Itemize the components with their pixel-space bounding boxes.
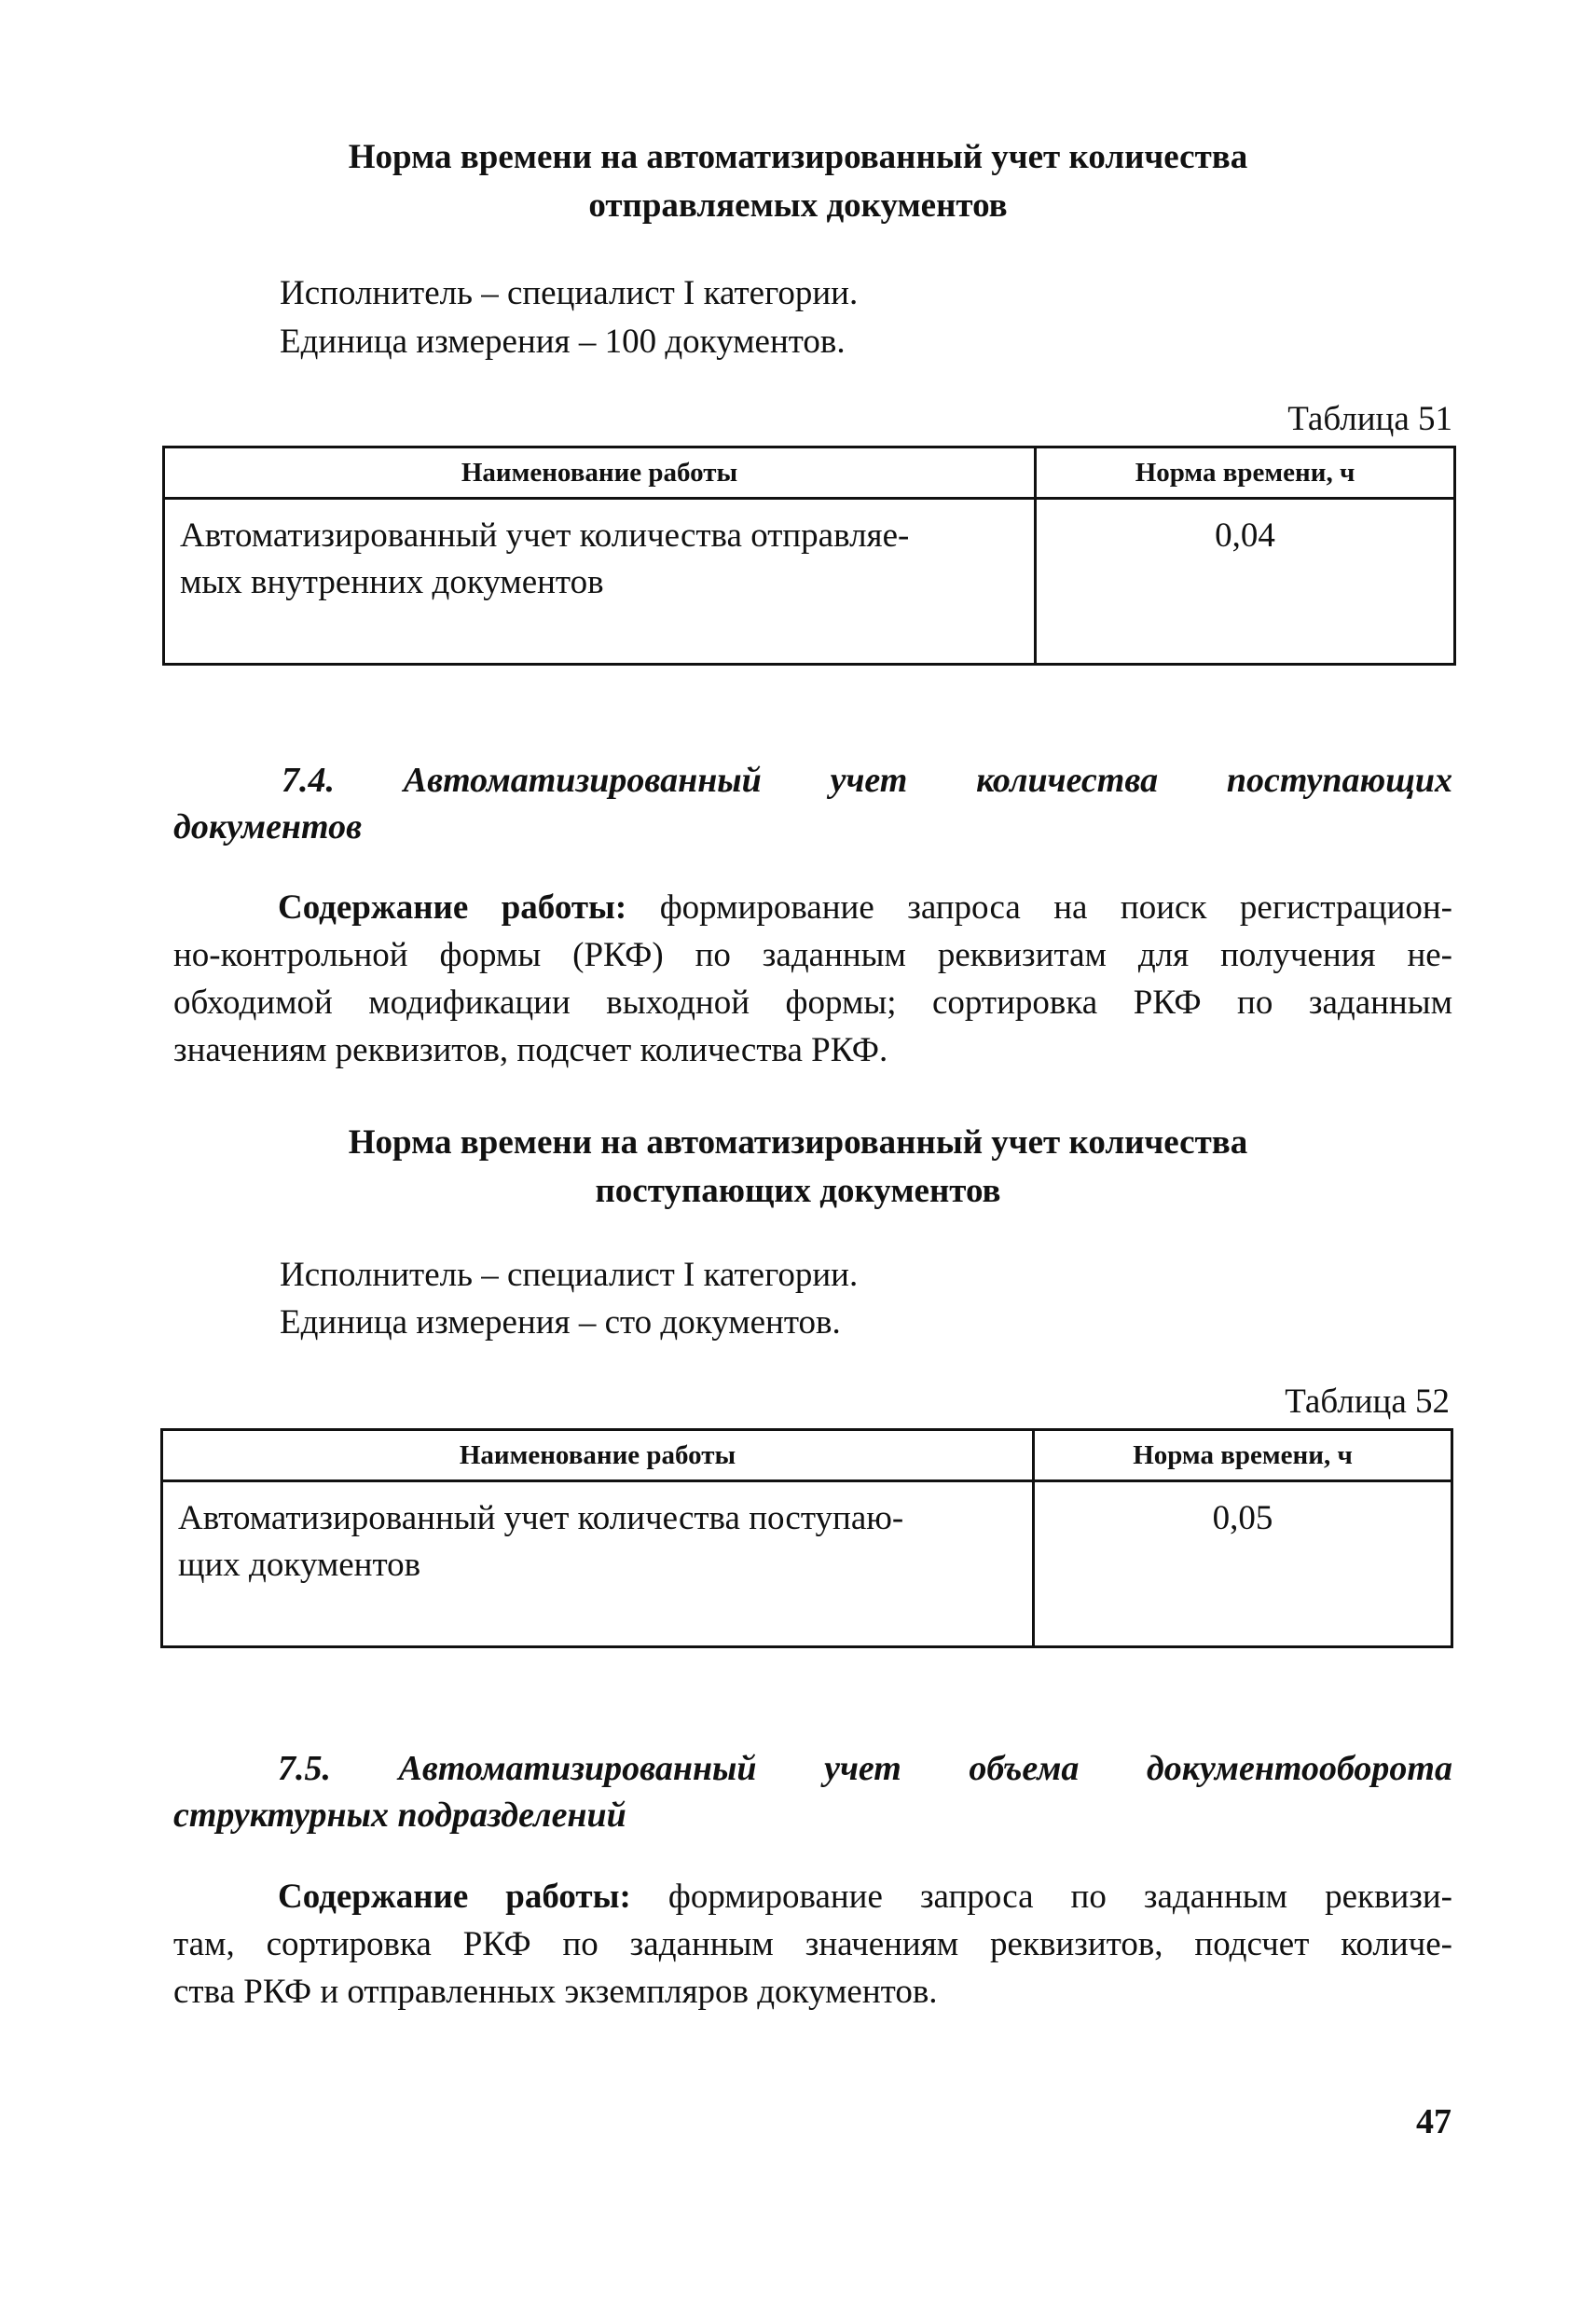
content-label: Содержание работы:: [278, 1878, 631, 1916]
section-7-5-title-line2: структурных подразделений: [173, 1796, 626, 1835]
section-7-4-title-line1: 7.4. Автоматизированный учет количества поступающих: [282, 761, 1452, 800]
norm-heading-1: [0, 133, 1596, 230]
table-row: [164, 499, 1455, 665]
section-7-4-content-line3: обходимой модификации выходной формы; сортировка РКФ по заданным: [173, 984, 1452, 1022]
content-label: Содержание работы:: [278, 888, 627, 927]
table-52-work-name-line2: щих документов: [178, 1546, 421, 1584]
section-7-5-title-line1: 7.5. Автоматизированный учет объема документооборота: [278, 1749, 1452, 1788]
table-51-norm-value: 0,04: [1036, 499, 1455, 665]
table-52-caption: Таблица 52: [1285, 1383, 1450, 1421]
page-number: 47: [1416, 2102, 1452, 2141]
content-text-1: формирование запроса по заданным реквизи-: [667, 1878, 1453, 1916]
table-52-header-row: [162, 1430, 1452, 1481]
table-52-col-norm: Норма времени, ч: [1034, 1430, 1452, 1481]
norm-heading-2-line1: Норма времени на автоматизированный учет количества: [348, 1123, 1248, 1162]
section-7-4-content-line1: [173, 884, 1452, 931]
table-row: [162, 1481, 1452, 1647]
section-7-4-content-line2: но-контрольной формы (РКФ) по заданным реквизитам для получения не-: [173, 936, 1452, 974]
section-7-4-content: [173, 884, 1452, 1074]
section-7-5-content-line2: там, сортировка РКФ по заданным значениям реквизитов, подсчет количе-: [173, 1925, 1452, 1963]
section-7-4-title: [173, 757, 1452, 850]
table-52-work-name: [162, 1481, 1034, 1647]
table-52-work-name-line1: Автоматизированный учет количества поступаю-: [178, 1499, 904, 1537]
table-51: [162, 446, 1456, 666]
norm-heading-1-line2: отправляемых документов: [588, 186, 1008, 225]
table-51-work-name-line1: Автоматизированный учет количества отправляе-: [180, 516, 910, 555]
table-52-norm-value: 0,05: [1034, 1481, 1452, 1647]
section-7-4-title-line2: документов: [173, 807, 363, 846]
executor-2: Исполнитель – специалист I категории.: [280, 1256, 859, 1294]
unit-2: Единица измерения – сто документов.: [280, 1303, 841, 1342]
section-7-5-title: [173, 1745, 1452, 1838]
table-52: [160, 1428, 1453, 1648]
table-51-work-name-line2: мых внутренних документов: [180, 563, 604, 601]
norm-heading-1-line1: Норма времени на автоматизированный учет количества: [348, 138, 1248, 176]
section-7-5-content: [173, 1873, 1452, 2016]
table-51-col-name: Наименование работы: [164, 447, 1036, 499]
norm-heading-2-line2: поступающих документов: [595, 1172, 1001, 1210]
section-7-5-content-line1: [173, 1873, 1452, 1920]
table-51-work-name: [164, 499, 1036, 665]
content-text-1: формирование запроса на поиск регистрацион-: [659, 888, 1452, 927]
norm-heading-2: [0, 1119, 1596, 1216]
table-52-col-name: Наименование работы: [162, 1430, 1034, 1481]
section-7-4-content-line4: значениям реквизитов, подсчет количества РКФ.: [173, 1031, 888, 1069]
unit-1: Единица измерения – 100 документов.: [280, 323, 846, 361]
executor-1: Исполнитель – специалист I категории.: [280, 274, 859, 312]
table-51-header-row: [164, 447, 1455, 499]
table-51-col-norm: Норма времени, ч: [1036, 447, 1455, 499]
section-7-5-content-line3: ства РКФ и отправленных экземпляров документов.: [173, 1973, 938, 2011]
table-51-caption: Таблица 51: [1287, 400, 1452, 438]
